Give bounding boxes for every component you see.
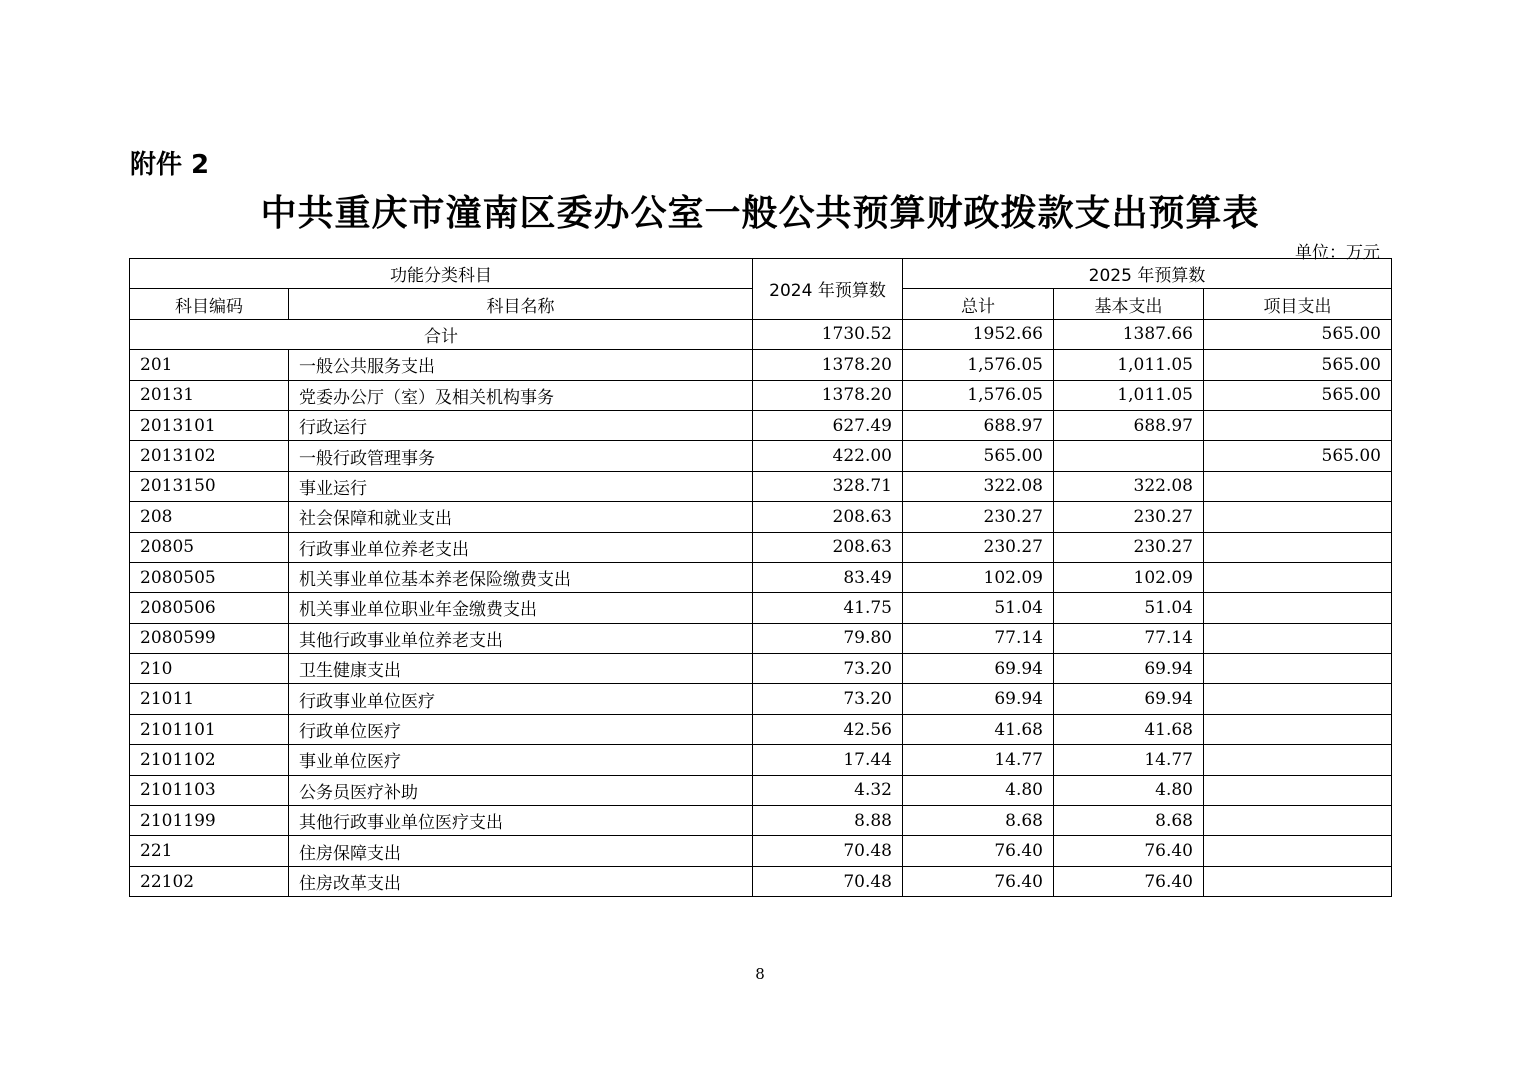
cell-total: 230.27 [903,502,1054,532]
total-label: 合计 [130,319,753,349]
cell-name: 行政单位医疗 [289,714,753,744]
cell-b2024: 328.71 [753,471,903,501]
cell-code: 210 [130,654,289,684]
cell-basic: 322.08 [1054,471,1204,501]
table-row [130,441,1392,471]
table-row [130,562,1392,592]
cell-basic: 1,011.05 [1054,350,1204,380]
table-row [130,866,1392,896]
cell-project [1204,684,1392,714]
cell-b2024: 83.49 [753,562,903,592]
cell-code: 2101199 [130,806,289,836]
cell-b2024: 70.48 [753,836,903,866]
cell-b2024: 17.44 [753,745,903,775]
cell-code: 208 [130,502,289,532]
cell-b2024: 8.88 [753,806,903,836]
header-budget-2024: 2024 年预算数 [753,259,903,320]
cell-code: 21011 [130,684,289,714]
cell-total: 102.09 [903,562,1054,592]
cell-b2024: 73.20 [753,684,903,714]
total-project: 565.00 [1204,319,1392,349]
cell-code: 20805 [130,532,289,562]
cell-b2024: 41.75 [753,593,903,623]
header-function-class: 功能分类科目 [130,259,753,289]
cell-total: 4.80 [903,775,1054,805]
cell-basic: 688.97 [1054,410,1204,440]
cell-project [1204,532,1392,562]
cell-code: 2080505 [130,562,289,592]
cell-total: 51.04 [903,593,1054,623]
cell-project [1204,775,1392,805]
cell-project [1204,502,1392,532]
cell-code: 201 [130,350,289,380]
cell-name: 住房保障支出 [289,836,753,866]
cell-basic [1054,441,1204,471]
table-row [130,806,1392,836]
cell-name: 住房改革支出 [289,866,753,896]
cell-b2024: 627.49 [753,410,903,440]
cell-name: 事业运行 [289,471,753,501]
cell-project [1204,562,1392,592]
cell-code: 2013150 [130,471,289,501]
cell-project: 565.00 [1204,380,1392,410]
total-b2024: 1730.52 [753,319,903,349]
cell-code: 2101102 [130,745,289,775]
table-row [130,836,1392,866]
cell-basic: 69.94 [1054,684,1204,714]
cell-project [1204,471,1392,501]
header-row-1 [130,259,1392,289]
cell-b2024: 422.00 [753,441,903,471]
cell-code: 2013101 [130,410,289,440]
cell-b2024: 208.63 [753,502,903,532]
cell-total: 69.94 [903,684,1054,714]
table-row [130,654,1392,684]
header-total: 总计 [903,289,1054,319]
cell-b2024: 1378.20 [753,380,903,410]
cell-basic: 41.68 [1054,714,1204,744]
cell-total: 14.77 [903,745,1054,775]
cell-basic: 4.80 [1054,775,1204,805]
table-row [130,471,1392,501]
cell-project [1204,866,1392,896]
cell-code: 221 [130,836,289,866]
cell-basic: 230.27 [1054,532,1204,562]
cell-name: 卫生健康支出 [289,654,753,684]
cell-total: 230.27 [903,532,1054,562]
cell-b2024: 73.20 [753,654,903,684]
cell-basic: 14.77 [1054,745,1204,775]
cell-name: 事业单位医疗 [289,745,753,775]
cell-basic: 8.68 [1054,806,1204,836]
document-title: 中共重庆市潼南区委办公室一般公共预算财政拨款支出预算表 [260,193,1260,234]
cell-code: 22102 [130,866,289,896]
cell-basic: 51.04 [1054,593,1204,623]
cell-project [1204,410,1392,440]
cell-name: 社会保障和就业支出 [289,502,753,532]
cell-b2024: 70.48 [753,866,903,896]
total-basic: 1387.66 [1054,319,1204,349]
table-row [130,775,1392,805]
cell-basic: 1,011.05 [1054,380,1204,410]
header-name: 科目名称 [289,289,753,319]
cell-project [1204,623,1392,653]
cell-basic: 230.27 [1054,502,1204,532]
total-row [130,319,1392,349]
cell-total: 76.40 [903,866,1054,896]
cell-name: 党委办公厅（室）及相关机构事务 [289,380,753,410]
cell-total: 322.08 [903,471,1054,501]
cell-name: 行政事业单位医疗 [289,684,753,714]
table-row [130,350,1392,380]
unit-label: 单位：万元 [1295,243,1380,263]
cell-total: 1,576.05 [903,350,1054,380]
cell-b2024: 79.80 [753,623,903,653]
cell-code: 2101101 [130,714,289,744]
cell-project [1204,836,1392,866]
cell-b2024: 1378.20 [753,350,903,380]
total-total: 1952.66 [903,319,1054,349]
cell-project [1204,654,1392,684]
cell-name: 行政运行 [289,410,753,440]
cell-project [1204,745,1392,775]
cell-total: 8.68 [903,806,1054,836]
budget-table [129,258,1392,897]
page-number: 8 [755,965,765,983]
cell-total: 1,576.05 [903,380,1054,410]
table-row [130,410,1392,440]
cell-basic: 76.40 [1054,866,1204,896]
table-row [130,745,1392,775]
cell-name: 公务员医疗补助 [289,775,753,805]
header-code: 科目编码 [130,289,289,319]
cell-project [1204,714,1392,744]
cell-basic: 77.14 [1054,623,1204,653]
cell-name: 其他行政事业单位医疗支出 [289,806,753,836]
header-budget-2025: 2025 年预算数 [903,259,1392,289]
cell-code: 2080506 [130,593,289,623]
cell-b2024: 208.63 [753,532,903,562]
table-row [130,502,1392,532]
table-row [130,593,1392,623]
cell-name: 一般行政管理事务 [289,441,753,471]
cell-name: 行政事业单位养老支出 [289,532,753,562]
cell-name: 机关事业单位职业年金缴费支出 [289,593,753,623]
cell-b2024: 4.32 [753,775,903,805]
table-row [130,623,1392,653]
cell-name: 其他行政事业单位养老支出 [289,623,753,653]
cell-name: 机关事业单位基本养老保险缴费支出 [289,562,753,592]
cell-total: 69.94 [903,654,1054,684]
cell-basic: 102.09 [1054,562,1204,592]
cell-project [1204,806,1392,836]
cell-project [1204,593,1392,623]
cell-basic: 76.40 [1054,836,1204,866]
cell-code: 20131 [130,380,289,410]
table-row [130,380,1392,410]
attachment-label: 附件 2 [130,150,210,180]
cell-code: 2013102 [130,441,289,471]
cell-project: 565.00 [1204,441,1392,471]
cell-project: 565.00 [1204,350,1392,380]
cell-b2024: 42.56 [753,714,903,744]
cell-basic: 69.94 [1054,654,1204,684]
table-row [130,684,1392,714]
header-project: 项目支出 [1204,289,1392,319]
cell-total: 41.68 [903,714,1054,744]
cell-total: 77.14 [903,623,1054,653]
table-row [130,714,1392,744]
table-row [130,532,1392,562]
cell-total: 76.40 [903,836,1054,866]
cell-code: 2080599 [130,623,289,653]
cell-name: 一般公共服务支出 [289,350,753,380]
cell-code: 2101103 [130,775,289,805]
cell-total: 688.97 [903,410,1054,440]
cell-total: 565.00 [903,441,1054,471]
header-basic: 基本支出 [1054,289,1204,319]
